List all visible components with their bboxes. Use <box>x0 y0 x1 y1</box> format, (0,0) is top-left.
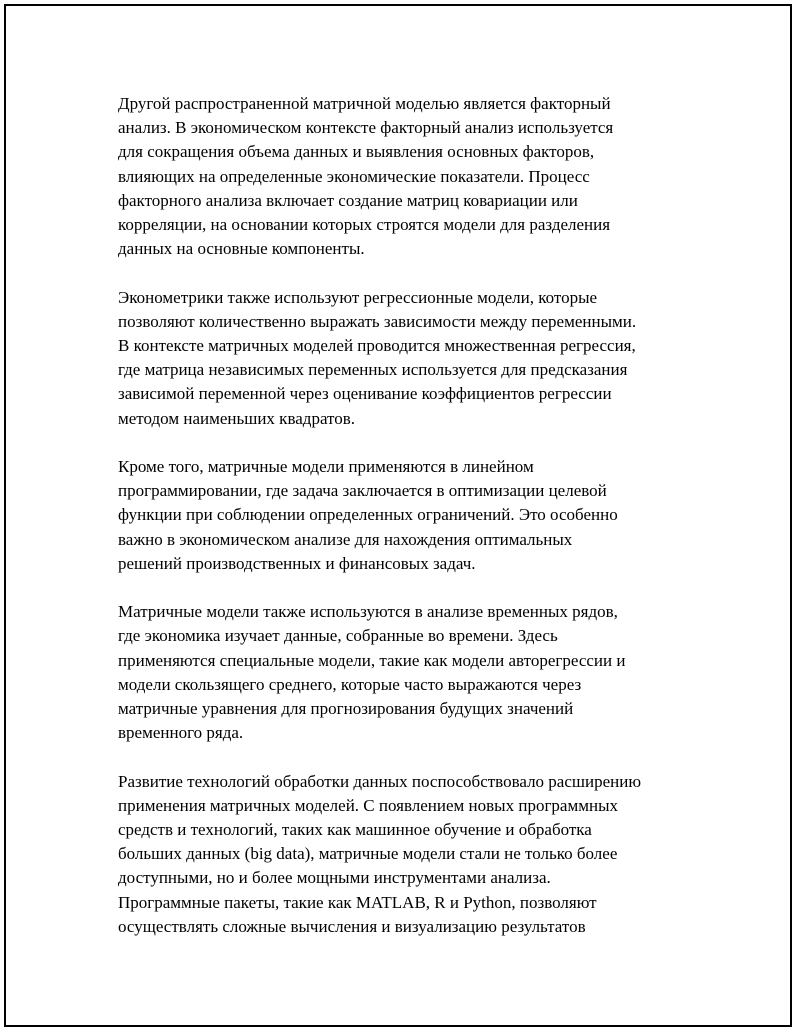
document-body <box>118 92 718 963</box>
paragraph-data-technologies: Развитие технологий обработки данных поспособствовало расширению применения матричных моделей. С появлением новых программных средств и технологий, таких как машинное обучение и обработка больших данных (big data), матричные модели стали не только более доступными, но и более мощными инструментами анализа. Программные пакеты, такие как MATLAB, R и Python, позволяют осуществлять сложные вычисления и визуализацию результатов <box>118 771 642 936</box>
paragraph-linear-programming: Кроме того, матричные модели применяются в линейном программировании, где задача заключается в оптимизации целевой функции при соблюдении определенных ограничений. Это особенно важно в экономическом анализе для нахождения оптимальных решений производственных и финансовых задач. <box>118 457 618 573</box>
paragraph-factor-analysis: Другой распространенной матричной моделью является факторный анализ. В экономическом контексте факторный анализ используется для сокращения объема данных и выявления основных факторов, влияющих на определенные экономические показатели. Процесс факторного анализа включает создание матриц ковариации или корреляции, на основании которых строятся модели для разделения данных на основные компоненты. <box>118 94 614 259</box>
paragraph-regression: Эконометрики также используют регрессионные модели, которые позволяют количественно выражать зависимости между переменными. В контексте матричных моделей проводится множественная регрессия, где матрица независимых переменных используется для предсказания зависимой переменной через оценивание коэффициентов регрессии методом наименьших квадратов. <box>118 287 637 428</box>
paragraph-time-series: Матричные модели также используются в анализе временных рядов, где экономика изучает данные, собранные во времени. Здесь применяются специальные модели, такие как модели авторегрессии и модели скользящего среднего, которые часто выражаются через матричные уравнения для прогнозирования будущих значений временного ряда. <box>118 602 626 743</box>
